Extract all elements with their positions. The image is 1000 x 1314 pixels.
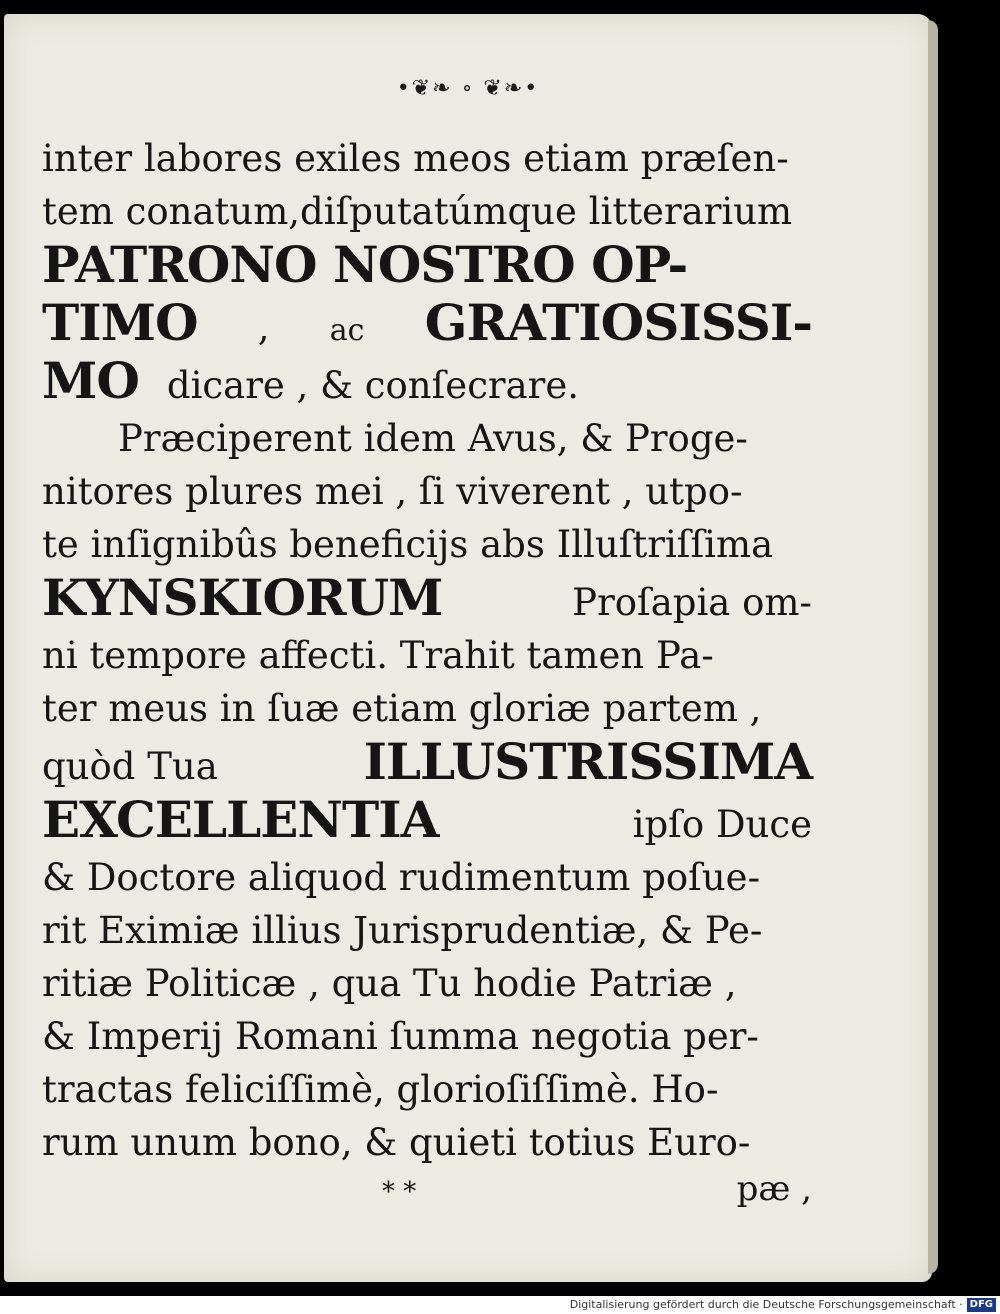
text-line-19: rum unum bono, & quieti totius Euro- <box>42 1121 751 1164</box>
text-line-1: inter labores exiles meos etiam præſen- <box>42 137 789 180</box>
text-line-12: quòd Tua ILLUSTRISSIMA <box>42 732 812 791</box>
text-line-5: MO dicare , & conſecrare. <box>42 351 580 410</box>
catchword: pæ , <box>736 1169 812 1209</box>
text-line-18: tractas feliciſſimè, glorioſiſſimè. Ho- <box>42 1068 719 1111</box>
text-line-6: Præciperent idem Avus, & Proge- <box>118 417 748 460</box>
page-foot-line <box>42 1169 812 1209</box>
header-ornament: •❦❧ ∘ ❦❧• <box>396 76 540 101</box>
text-line-14: & Doctore aliquod rudimentum poſue- <box>42 856 761 899</box>
text-line-11: ter meus in ſuæ etiam gloriæ partem , <box>42 687 762 730</box>
page-text <box>42 132 812 1209</box>
text-line-7: nitores plures mei , ſi viverent , utpo- <box>42 470 743 513</box>
footer-credit: Digitalisierung gefördert durch die Deutsche Forschungsgemeinschaft · <box>569 1298 963 1311</box>
dfg-logo-icon[interactable]: DFG <box>967 1298 996 1312</box>
page-edge <box>928 20 938 1274</box>
text-line-2: tem conatum,diſputatúmque litterarium <box>42 190 793 233</box>
text-line-3: PATRONO NOSTRO OP- <box>42 235 688 294</box>
book-page <box>4 14 932 1282</box>
text-line-8: te inſignibûs beneficijs abs Illuſtriſſima <box>42 523 774 566</box>
text-line-9: KYNSKIORUM Proſapia om- <box>42 568 812 627</box>
text-line-17: & Imperij Romani ſumma negotia per- <box>42 1015 759 1058</box>
text-line-13: EXCELLENTIA ipſo Duce <box>42 790 812 849</box>
text-line-15: rit Eximiæ illius Jurisprudentiæ, & Pe- <box>42 909 763 952</box>
text-line-16: ritiæ Politicæ , qua Tu hodie Patriæ , <box>42 962 737 1005</box>
text-line-10: ni tempore affecti. Trahit tamen Pa- <box>42 634 714 677</box>
digitization-footer <box>0 1296 1000 1314</box>
signature-mark: * * <box>382 1177 417 1207</box>
text-line-4: TIMO , ac GRATIOSISSI- <box>42 293 812 352</box>
